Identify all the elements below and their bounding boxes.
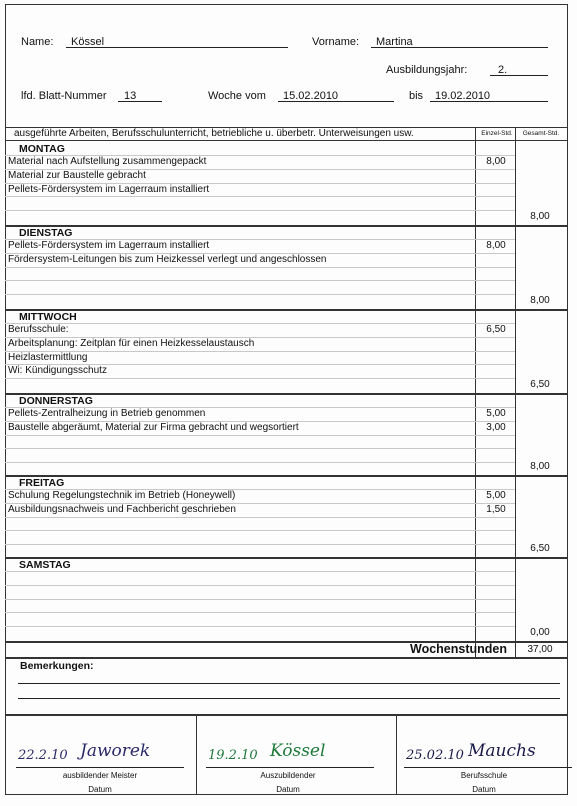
wochenstunden-label: Wochenstunden <box>410 642 507 656</box>
bemerkungen-line-1 <box>18 683 560 684</box>
entry-text: Arbeitsplanung: Zeitplan für einen Heizkesselaustausch <box>8 338 255 349</box>
entry-text: Pellets-Fördersystem im Lagerraum installiert <box>8 184 210 195</box>
ruled-line <box>5 626 515 627</box>
woche-label: Woche vom <box>208 90 266 102</box>
day-divider <box>5 557 568 559</box>
day-name: DONNERSTAG <box>19 395 93 407</box>
ruled-line <box>5 571 515 572</box>
entry-text: Heizlastermittlung <box>8 352 88 363</box>
day-name: MITTWOCH <box>19 311 77 323</box>
bemerkungen-line-2 <box>18 698 560 699</box>
woche-from-underline <box>278 101 394 102</box>
name-value: Kössel <box>71 36 105 48</box>
entry-hours: 8,00 <box>486 156 506 167</box>
ruled-line <box>5 323 515 324</box>
signature-datum: Datum <box>472 785 496 794</box>
ausbildungsjahr-label: Ausbildungsjahr: <box>386 64 468 76</box>
day-name: DIENSTAG <box>19 227 73 239</box>
ruled-line <box>5 517 515 518</box>
day-name: SAMSTAG <box>19 559 71 571</box>
ruled-line <box>5 280 515 281</box>
signature-date: 22.2.10 <box>18 748 68 763</box>
day-divider <box>5 225 568 227</box>
signature-role: Auszubildender <box>260 771 316 780</box>
signature-divider-2 <box>396 714 397 795</box>
signature-datum: Datum <box>88 785 112 794</box>
signature-name: Jaworek <box>80 741 151 761</box>
entry-hours: 5,00 <box>486 408 506 419</box>
signature-datum: Datum <box>276 785 300 794</box>
blatt-value: 13 <box>124 90 137 102</box>
ruled-line <box>5 267 515 268</box>
entry-text: Material zur Baustelle gebracht <box>8 170 146 181</box>
ruled-line <box>5 435 515 436</box>
blatt-underline <box>118 101 162 102</box>
day-total: 6,50 <box>530 543 550 554</box>
woche-to: 19.02.2010 <box>435 90 491 102</box>
signature-role: ausbildender Meister <box>62 771 138 780</box>
table-header-description: ausgeführte Arbeiten, Berufsschulunterricht, betriebliche u. überbetr. Unterweisungen usw. <box>14 128 414 139</box>
signature-line <box>16 767 184 768</box>
entry-text: Schulung Regelungstechnik im Betrieb (Honeywell) <box>8 490 236 501</box>
vorname-underline <box>371 47 548 48</box>
day-total: 6,50 <box>530 379 550 390</box>
day-divider <box>5 475 568 477</box>
wochenstunden-value: 37,00 <box>527 644 553 655</box>
ruled-line <box>5 378 515 379</box>
day-total: 8,00 <box>530 295 550 306</box>
entry-text: Pellets-Fördersystem im Lagerraum installiert <box>8 240 210 251</box>
entry-hours: 3,00 <box>486 422 506 433</box>
signature-line <box>404 767 572 768</box>
day-total: 0,00 <box>530 627 550 638</box>
signature-divider-1 <box>196 714 197 795</box>
entry-text: Ausbildungsnachweis und Fachbericht geschrieben <box>8 504 236 515</box>
bis-label: bis <box>409 90 424 102</box>
entry-hours: 6,50 <box>486 324 506 335</box>
ruled-line <box>5 210 515 211</box>
day-name: MONTAG <box>19 143 65 155</box>
signature-top-line <box>5 714 568 716</box>
vorname-label: Vorname: <box>312 36 360 48</box>
ruled-line <box>5 462 515 463</box>
signature-role: Berufsschule <box>460 771 508 780</box>
signature-line <box>206 767 374 768</box>
entry-text: Berufsschule: <box>8 324 69 335</box>
entry-hours: 1,50 <box>486 504 506 515</box>
entry-hours: 8,00 <box>486 240 506 251</box>
ruled-line <box>5 530 515 531</box>
day-divider <box>5 309 568 311</box>
ruled-line <box>5 196 515 197</box>
ruled-line <box>5 599 515 600</box>
vorname-value: Martina <box>376 36 413 48</box>
bemerkungen-label: Bemerkungen: <box>20 660 94 672</box>
signature-name: Mauchs <box>468 741 536 761</box>
day-total: 8,00 <box>530 211 550 222</box>
entry-text: Wi: Kündigungsschutz <box>8 365 107 376</box>
woche-to-underline <box>430 101 548 102</box>
woche-from: 15.02.2010 <box>283 90 339 102</box>
signature-name: Kössel <box>270 741 326 761</box>
ausbildungsjahr-underline <box>490 75 548 76</box>
ruled-line <box>5 585 515 586</box>
ausbildungsjahr-value: 2. <box>498 64 508 76</box>
signature-date: 19.2.10 <box>208 748 258 763</box>
name-underline <box>66 47 288 48</box>
entry-text: Material nach Aufstellung zusammengepackt <box>8 156 207 167</box>
entry-text: Fördersystem-Leitungen bis zum Heizkessel verlegt und angeschlossen <box>8 254 327 265</box>
signature-date: 25.02.10 <box>406 748 464 763</box>
day-total: 8,00 <box>530 461 550 472</box>
blatt-label: lfd. Blatt-Nummer <box>21 90 107 102</box>
table-header-row <box>5 127 568 141</box>
ruled-line <box>5 294 515 295</box>
ruled-line <box>5 544 515 545</box>
entry-hours: 5,00 <box>486 490 506 501</box>
name-label: Name: <box>21 36 54 48</box>
table-header-gesamt: Gesamt-Std. <box>522 130 560 137</box>
entry-text: Baustelle abgeräumt, Material zur Firma gebracht und wegsortiert <box>8 422 299 433</box>
wochenstunden-bottom-line <box>5 657 568 659</box>
table-header-einzel: Einzel-Std. <box>481 130 513 137</box>
ruled-line <box>5 612 515 613</box>
entry-text: Pellets-Zentralheizung in Betrieb genommen <box>8 408 206 419</box>
day-name: FREITAG <box>19 477 65 489</box>
ruled-line <box>5 448 515 449</box>
